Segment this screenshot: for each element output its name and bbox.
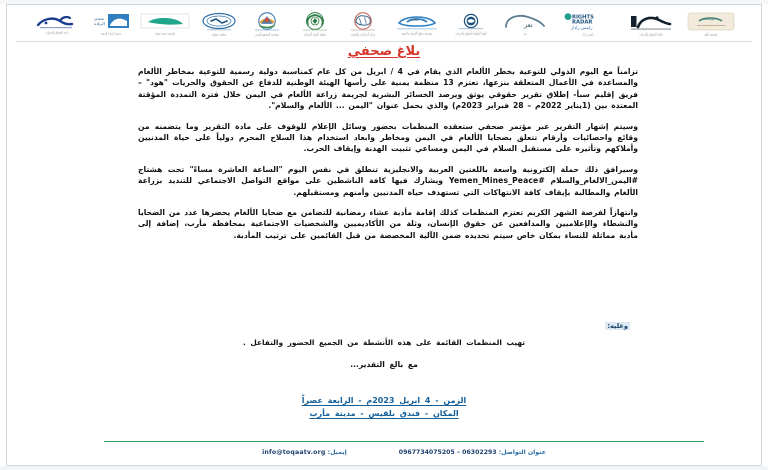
svg-text:رايتس رادار: رايتس رادار bbox=[571, 26, 593, 31]
green-wreath-logo bbox=[293, 8, 337, 40]
green-wreath-logo-mark bbox=[298, 12, 332, 32]
closing-line-2: مع بالغ التقدير... bbox=[350, 360, 418, 369]
yemen-map-logo bbox=[137, 8, 193, 40]
footer-email[interactable] bbox=[262, 449, 347, 456]
circle-seal-logo-caption: الهيئة الوطنية للحقوق والحريات bbox=[455, 31, 487, 36]
yemen-map-logo-caption: مؤسسة يمنية تنموية bbox=[154, 31, 176, 36]
accordingly-label: وعليه: bbox=[607, 322, 628, 330]
green-wreath-logo-caption: منظمة التنمية الإنسانية bbox=[303, 32, 327, 37]
paragraph-2: وسيتم إشهار التقرير عبر مؤتمر صحفي ستعقده المنظمات بحضور وسائل الإعلام للوقوف على مادة التقرير وما يتضمنه من وقائع واحصائيات وأرقام تتعلق بضحايا الألغام في اليمن ومخاطر وابعاد استخدام هذا السلاح المحرم دولياً على حياة المدنيين وأملاكهم وتأثيره على مستقبل السلام في اليمن ومساعي تثبيت الهدنة وإيقاف الحرب. bbox=[138, 121, 638, 154]
svg-text:HRD: HRD bbox=[411, 18, 419, 23]
svg-text:مؤسسة: مؤسسة bbox=[703, 17, 715, 21]
logo-bar-divider bbox=[16, 41, 752, 42]
arc-arabic-logo bbox=[497, 8, 553, 40]
handshake-org-logo-caption: منظمة حقوقية bbox=[211, 32, 227, 37]
footer-phone-value: 0967734075205 – 06302293 bbox=[398, 448, 497, 456]
svg-text:تعز: تعز bbox=[524, 21, 533, 29]
circle-seal-logo bbox=[449, 8, 493, 40]
footer-phone-label: عنوان التواصل: bbox=[498, 448, 546, 456]
rased-logo-mark bbox=[34, 14, 80, 30]
rased-logo bbox=[29, 8, 85, 40]
shahed-logo-mark bbox=[627, 12, 675, 32]
colored-emblem-logo-caption: مؤسسة المجتمع المدني bbox=[255, 32, 279, 37]
footer-phone bbox=[399, 449, 546, 456]
rights-radar-logo-mark bbox=[562, 12, 614, 32]
handshake-org-logo-mark bbox=[201, 12, 237, 32]
handshake-org-logo bbox=[197, 8, 241, 40]
colored-emblem-logo-mark bbox=[250, 12, 284, 32]
muntada-alriyada-logo bbox=[89, 8, 133, 40]
brain-emblem-logo bbox=[341, 8, 385, 40]
circle-seal-logo-mark bbox=[456, 13, 486, 31]
brain-emblem-logo-caption: مركز الدراسات والبحوث bbox=[350, 32, 376, 37]
bird-blue-logo bbox=[389, 8, 445, 40]
muntada-alriyada-logo-mark bbox=[92, 13, 130, 31]
beige-badge-logo-mark bbox=[687, 12, 735, 32]
press-release-body bbox=[138, 66, 638, 241]
arc-arabic-logo-caption: تعز bbox=[523, 31, 527, 36]
svg-text:RADAR: RADAR bbox=[572, 19, 593, 26]
rights-radar-logo bbox=[557, 8, 619, 40]
svg-text:منتدى: منتدى bbox=[94, 16, 104, 21]
yemen-map-logo-mark bbox=[140, 13, 190, 31]
footer-divider bbox=[104, 441, 704, 442]
footer-email-label: إيميل: bbox=[327, 448, 347, 456]
page-title: بلاغ صحفي bbox=[347, 44, 421, 59]
beige-badge-logo-caption: مؤسسة أهلية bbox=[704, 32, 718, 37]
bird-blue-logo-caption: مؤسسة حقوق الإنسان والتنمية bbox=[401, 31, 433, 36]
arc-arabic-logo-mark bbox=[502, 13, 548, 31]
paragraph-4: وانتهازاً لفرصة الشهر الكريم تعتزم المنظمات كذلك إقامة مأدبة عشاء رمضانية للتضامن مع ضحايا الألغام يحضرها عدد من الضحايا والنشطاء والإعلاميين والمدافعين عن حقوق الإنسان، وثلة من الأكاديميين والشخصيات الاجتماعية بمحافظة مأرب، إضافة إلى مأدبة مماثلة للنساء بمكان خاص سيتم تحديده ضمن الآلية المخصصة من قبل القائمين على ترتيب المأدبة. bbox=[138, 208, 638, 240]
bird-blue-logo-mark bbox=[393, 13, 441, 31]
page-bottom-edge bbox=[0, 466, 768, 470]
brain-emblem-logo-mark bbox=[346, 12, 380, 32]
footer-email-value[interactable]: info@toqaatv.org bbox=[262, 448, 326, 456]
colored-emblem-logo bbox=[245, 8, 289, 40]
shahed-logo-caption: شاهد للحقوق والحريات bbox=[639, 32, 663, 37]
footer-contact-bar bbox=[104, 444, 704, 460]
paragraph-1: تزامناً مع اليوم الدولي للتوعية بخطر الألغام الذي يقام في 4 / ابريل من كل عام كمناسبة دولية رسمية للتوعية بمخاطر الألغام والمساعدة في الأعمال المتعلقة بنزعها، تعتزم 13 منظمة يمنية على رأسها الهيئة الوطنية للدفاع عن الحقوق والحريات "هود" – فريق إقليم سبأ- إطلاق تقرير حقوقي يوثق ويرصد الخسائر البشرية لجريمة زراعة الألغام في اليمن خلال فترة التمددة المؤقتة المعتدة بين (1يناير 2022م – 28 فبراير 2023م) والذي يحمل عنوان "اليمن ... الألغام والسلام". bbox=[138, 67, 639, 111]
svg-text:RIGHTS: RIGHTS bbox=[572, 14, 594, 21]
event-time-line: الزمن - 4 ابريل 2023م - الرابعة عصراً bbox=[301, 396, 467, 405]
rased-logo-caption: راصد للحقوق والحريات bbox=[45, 30, 69, 35]
event-details bbox=[0, 396, 768, 422]
partner-logos-bar bbox=[10, 6, 758, 42]
svg-text:الريادة: الريادة bbox=[94, 21, 105, 26]
beige-badge-logo bbox=[683, 8, 739, 40]
shahed-logo bbox=[623, 8, 679, 40]
paragraph-3: وسيرافق ذلك حملة إلكترونية واسعة باللغتين العربية والانجليزية تنطلق في نفس اليوم "الساعة العاشرة مساءً" تحت هشتاج #اليمن_الالغام_والسلام #Yemen_Mines_Peace ويشارك فيها كافة الناشطين على مواقع التواصل الاجتماعي للتنديد بزراعة الألغام والمطالبة بإيقاف كافة الانتهاكات التي تستهدف حياة المدنيين وأمنهم ومستقبلهم. bbox=[138, 164, 638, 197]
muntada-alriyada-logo-caption: منتدى الريادة للتنمية bbox=[100, 31, 122, 36]
event-place-line: المكان - فندق بلقيس - مدينة مأرب bbox=[309, 409, 459, 418]
rights-radar-logo-caption: رايتس رادار bbox=[582, 32, 594, 37]
closing-line-1: تهيب المنظمات القائمة على هذه الأنشطة من الجميع الحضور والتفاعل . bbox=[243, 338, 525, 347]
